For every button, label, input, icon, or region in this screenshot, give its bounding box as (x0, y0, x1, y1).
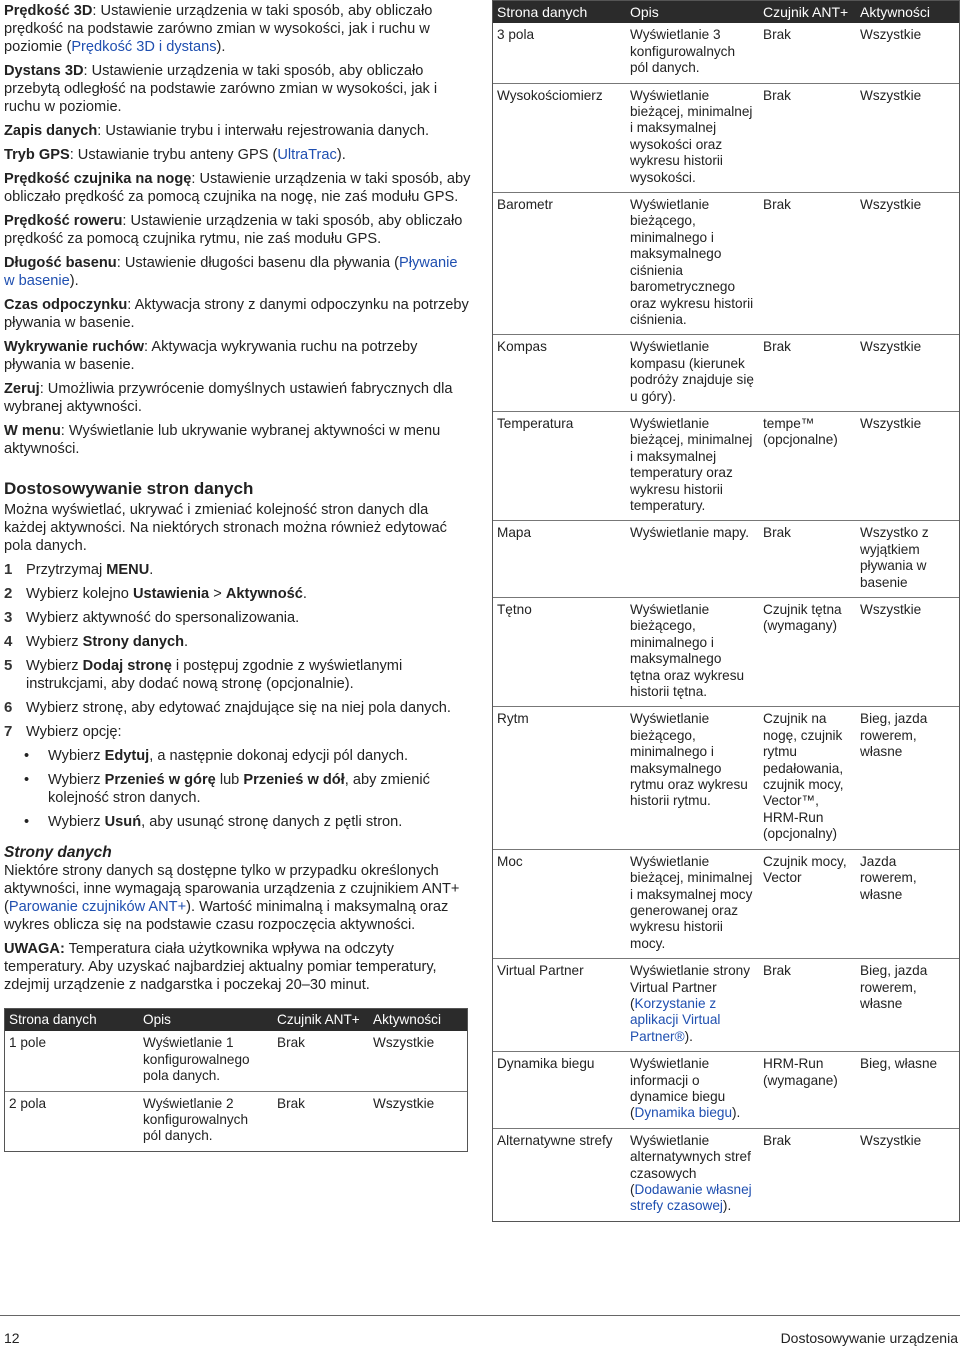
right-column (492, 0, 960, 1222)
options-list (4, 747, 472, 831)
cell-text: Wyświetlanie bieżącego, minimalnego i maksymalnego tętna oraz wykresu historii tętna. (630, 602, 745, 700)
subsection-title: Strony danych (4, 844, 112, 861)
option-item (4, 747, 472, 765)
setting-text: : Ustawienie długości basenu dla pływania ( (116, 255, 400, 271)
table-cell: Tętno (493, 598, 626, 707)
setting-text: : Aktywacja wykrywania ruchu na potrzeby pływania w basenie. (4, 339, 418, 373)
setting-text: : Ustawienie urządzenia w taki sposób, aby obliczało przebytą odległość na podstawie zarówno zmian w wysokości, jak i ruchu w poziomie. (4, 63, 438, 115)
setting-item (4, 380, 472, 416)
cell-text: Wyświetlanie mapy. (630, 525, 749, 541)
setting-text: : Aktywacja strony z danymi odpoczynku na potrzeby pływania w basenie. (4, 297, 469, 331)
table-row (493, 411, 959, 520)
step-number: 1 (4, 561, 13, 578)
step-number: 6 (4, 699, 13, 716)
table-cell: Dynamika biegu (493, 1052, 626, 1129)
option-text: , aby zmienić kolejność stron danych. (48, 772, 430, 806)
step-text: Wybierz opcję: (26, 724, 122, 740)
table-row (493, 849, 959, 958)
table-cell: Mapa (493, 521, 626, 598)
step-text: Wybierz (26, 634, 83, 650)
table-row (493, 83, 959, 192)
table-cell: Czujnik tętna (wymagany) (759, 598, 856, 707)
table-cell (626, 23, 759, 83)
page-number: 12 (4, 1330, 20, 1346)
option-text: lub (215, 772, 244, 788)
option-ui-label: Przenieś w dół (243, 772, 345, 788)
option-item (4, 813, 472, 831)
step-item (4, 633, 472, 651)
table-row (493, 335, 959, 412)
setting-item (4, 146, 472, 164)
step-text: Wybierz kolejno (26, 586, 133, 602)
pairing-link[interactable]: Parowanie czujników ANT+ (8, 899, 187, 915)
column-header: Aktywności (856, 1, 959, 23)
section-intro: Można wyświetlać, ukrywać i zmieniać kolejność stron danych dla każdej aktywności. Na niektórych stronach można również edytować pola danych. (4, 502, 447, 554)
table-cell (626, 193, 759, 335)
table-cell: Rytm (493, 707, 626, 849)
notice (4, 940, 472, 994)
table-cell: 3 pola (493, 23, 626, 83)
table-cell (626, 83, 759, 192)
step-ui-label: Ustawienia (132, 586, 210, 602)
cell-text: Wyświetlanie strony Virtual Partner ( (630, 963, 750, 1011)
data-pages-table-left (4, 1008, 468, 1152)
table-cell: Alternatywne strefy (497, 1132, 613, 1148)
setting-item (4, 296, 472, 332)
table-cell (626, 1052, 759, 1129)
setting-term: Prędkość 3D (4, 3, 93, 19)
step-item (4, 609, 472, 627)
table-cell: Wszystkie (856, 23, 959, 83)
step-text: > (209, 586, 226, 602)
table-cell: Czujnik na nogę, czujnik rytmu pedałowania, czujnik mocy, Vector™, HRM-Run (opcjonalny) (759, 707, 856, 849)
table-cell: Wszystkie (856, 193, 959, 335)
step-ui-label: Aktywność (225, 586, 303, 602)
table-cell: Barometr (493, 193, 626, 335)
table-cell: Wszystkie (856, 83, 959, 192)
table-row (493, 598, 959, 707)
table-cell: Wszystkie (856, 335, 959, 412)
option-ui-label: Usuń (104, 814, 142, 830)
setting-link[interactable]: UltraTrac (277, 147, 337, 163)
cell-text: Wyświetlanie bieżącej, minimalnej i maksymalnej temperatury oraz wykresu historii temperatury. (630, 415, 753, 513)
step-text: Wybierz aktywność do spersonalizowania. (26, 610, 300, 626)
table-cell: Brak (759, 959, 856, 1052)
setting-item (4, 212, 472, 248)
step-number: 4 (4, 633, 13, 650)
table-row (493, 193, 959, 335)
table-cell: 1 pole (5, 1031, 139, 1091)
setting-term: Długość basenu (4, 255, 117, 271)
cell-text: Wyświetlanie 3 konfigurowalnych pól danych. (630, 27, 736, 76)
setting-term: Dystans 3D (4, 63, 84, 79)
setting-text: : Ustawianie trybu i interwału rejestrowania danych. (97, 123, 430, 139)
setting-term: Prędkość roweru (4, 213, 123, 229)
table-cell (626, 707, 759, 849)
step-text: Przytrzymaj (26, 562, 107, 578)
table-row (493, 521, 959, 598)
setting-term: Zapis danych (4, 123, 98, 139)
step-text: . (149, 562, 154, 578)
setting-term: Zeruj (4, 381, 40, 397)
cell-text: Wyświetlanie bieżącego, minimalnego i maksymalnego rytmu oraz wykresu historii rytmu. (630, 711, 748, 809)
setting-term: Czas odpoczynku (4, 297, 128, 313)
step-number: 5 (4, 657, 13, 674)
table-cell: Brak (763, 1132, 791, 1148)
cell-link[interactable]: Korzystanie z aplikacji Virtual Partner® (630, 995, 721, 1044)
column-header: Opis (626, 1, 759, 23)
data-pages-table-right (492, 0, 960, 1222)
table-cell: Bieg, jazda rowerem, własne (856, 707, 959, 849)
column-header: Strona danych (5, 1009, 139, 1031)
column-header: Czujnik ANT+ (273, 1009, 369, 1031)
setting-item (4, 338, 472, 374)
step-number: 7 (4, 723, 13, 740)
table-cell: Bieg, jazda rowerem, własne (856, 959, 959, 1052)
setting-item (4, 62, 472, 116)
cell-link[interactable]: Dynamika biegu (634, 1105, 733, 1121)
setting-link[interactable]: Prędkość 3D i dystans (71, 39, 217, 55)
column-header: Czujnik ANT+ (759, 1, 856, 23)
step-number: 3 (4, 609, 13, 626)
step-item (4, 723, 472, 741)
setting-text-end: ). (69, 273, 79, 289)
table-row (493, 1128, 959, 1221)
option-text: Wybierz (48, 748, 105, 764)
table-cell: Czujnik mocy, Vector (759, 849, 856, 958)
option-text: , a następnie dokonaj edycji pól danych. (149, 748, 409, 764)
table-cell: Jazda rowerem, własne (856, 849, 959, 958)
left-column (4, 2, 472, 1152)
table-cell: Brak (759, 521, 856, 598)
table-row (5, 1091, 467, 1151)
table-cell: Wszystkie (856, 411, 959, 520)
step-item (4, 561, 472, 579)
setting-text: : Ustawienie urządzenia w taki sposób, aby obliczało prędkość za pomocą czujnika rytmu, nie zaś modułu GPS. (4, 213, 463, 247)
table-cell: Bieg, własne (856, 1052, 959, 1129)
table-row (493, 707, 959, 849)
option-text: , aby usunąć stronę danych z pętli stron. (141, 814, 403, 830)
table-cell: Brak (759, 83, 856, 192)
cell-text-end: ). (684, 1028, 693, 1044)
table-cell (626, 1128, 759, 1221)
setting-term: Wykrywanie ruchów (4, 339, 145, 355)
subsection-text-part: ). Wartość minimalną i maksymalną oraz wykres oblicza się na podstawie czasu rozpoczęcia aktywności. (4, 899, 449, 933)
table-cell: Wszystkie (369, 1031, 467, 1091)
table-cell: Wszystko z wyjątkiem pływania w basenie (856, 521, 959, 598)
step-ui-label: MENU (106, 562, 150, 578)
setting-text-end: ). (216, 39, 226, 55)
cell-text: Wyświetlanie bieżącego, minimalnego i maksymalnego ciśnienia barometrycznego oraz wykresu historii ciśnienia. (630, 197, 754, 327)
setting-item (4, 170, 472, 206)
column-header: Strona danych (493, 1, 626, 23)
cell-text: Wyświetlanie kompasu (kierunek podróży znajduje się u góry). (630, 339, 754, 404)
table-cell: Wyświetlanie 1 konfigurowalnego pola danych. (139, 1031, 273, 1091)
table-cell (626, 959, 759, 1052)
cell-text: Wyświetlanie bieżącej, minimalnej i maksymalnej wysokości oraz wykresu historii wysokości. (630, 87, 753, 185)
notice-text: Temperatura ciała użytkownika wpływa na odczyty temperatury. Aby uzyskać najbardziej aktualny pomiar temperatury, zdejmij urządzenie z nadgarstka i poczekaj 20–30 minut. (4, 941, 437, 993)
table-cell (626, 411, 759, 520)
cell-text-end: ). (722, 1198, 732, 1214)
table-cell (626, 598, 759, 707)
table-row (493, 23, 959, 83)
step-number: 2 (4, 585, 13, 602)
footer-divider (0, 1315, 960, 1316)
step-item (4, 657, 472, 693)
subsection-text (4, 862, 472, 934)
step-item (4, 585, 472, 603)
cell-text: Wyświetlanie bieżącej, minimalnej i maksymalnej mocy generowanej oraz wykresu historii mocy. (630, 853, 753, 951)
bullet-icon: • (24, 814, 30, 830)
step-text: Wybierz (26, 658, 83, 674)
setting-text-end: ). (336, 147, 346, 163)
setting-item (4, 2, 472, 56)
bullet-icon: • (24, 748, 30, 764)
setting-item (4, 122, 472, 140)
step-ui-label: Strony danych (82, 634, 185, 650)
notice-label: UWAGA: (4, 941, 65, 957)
setting-text: : Ustawianie trybu anteny GPS ( (69, 147, 278, 163)
table-cell: Wyświetlanie 2 konfigurowalnych pól danych. (143, 1095, 249, 1144)
step-ui-label: Dodaj stronę (82, 658, 172, 674)
table-cell: Brak (759, 193, 856, 335)
table-cell: Wszystkie (860, 1132, 922, 1148)
table-cell: Moc (493, 849, 626, 958)
settings-list (4, 2, 472, 458)
step-text: . (184, 634, 189, 650)
table-cell: Kompas (493, 335, 626, 412)
option-item (4, 771, 472, 807)
table-cell: Wysokościomierz (493, 83, 626, 192)
setting-text: : Ustawienie urządzenia w taki sposób, aby obliczało prędkość na podstawie zarówno zmian w wysokości, jak i ruchu w poziomie ( (4, 3, 433, 55)
option-text: Wybierz (48, 814, 105, 830)
table-row (493, 1052, 959, 1129)
cell-text: Wyświetlanie informacji o dynamice biegu ( (630, 1056, 726, 1121)
section-title: Dostosowywanie stron danych (4, 479, 254, 498)
column-header: Opis (139, 1009, 273, 1031)
table-cell: Temperatura (493, 411, 626, 520)
option-text: Wybierz (48, 772, 105, 788)
bullet-icon: • (24, 772, 30, 788)
table-cell (626, 335, 759, 412)
option-ui-label: Edytuj (104, 748, 150, 764)
setting-term: Tryb GPS (4, 147, 70, 163)
table-row (5, 1031, 467, 1091)
table-cell: tempe™ (opcjonalne) (759, 411, 856, 520)
step-item (4, 699, 472, 717)
step-text: Wybierz stronę, aby edytować znajdujące się na niej pola danych. (26, 700, 451, 716)
cell-text: Wyświetlanie alternatywnych stref czasowych ( (630, 1132, 751, 1197)
table-row (493, 959, 959, 1052)
option-ui-label: Przenieś w górę (104, 772, 216, 788)
subsection-text-part: Niektóre strony danych są dostępne tylko w przypadku określonych aktywności, inne wymagają sparowania urządzenia z czujnikiem ANT+ ( (4, 863, 460, 915)
table-cell: 2 pola (9, 1095, 47, 1111)
setting-link[interactable]: Pływanie w basenie (4, 255, 458, 289)
table-cell: Brak (273, 1031, 369, 1091)
step-text: . (302, 586, 307, 602)
steps-list (4, 561, 472, 741)
table-cell (626, 521, 759, 598)
table-cell (626, 849, 759, 958)
table-cell: Brak (277, 1095, 305, 1111)
setting-item (4, 422, 472, 458)
chapter-title: Dostosowywanie urządzenia (780, 1330, 958, 1346)
table-cell: Wszystkie (856, 598, 959, 707)
step-text: i postępuj zgodnie z wyświetlanymi instrukcjami, aby dodać nową stronę (opcjonalnie). (26, 658, 403, 692)
setting-term: Prędkość czujnika na nogę (4, 171, 192, 187)
table-cell: Brak (759, 23, 856, 83)
cell-text-end: ). (732, 1105, 741, 1121)
table-cell: HRM-Run (wymagane) (759, 1052, 856, 1129)
setting-text: : Ustawienie urządzenia w taki sposób, aby obliczało prędkość za pomocą czujnika na nogę, nie zaś modułu GPS. (4, 171, 471, 205)
table-cell: Brak (759, 335, 856, 412)
table-cell: Virtual Partner (493, 959, 626, 1052)
cell-link[interactable]: Dodawanie własnej strefy czasowej (630, 1182, 752, 1214)
column-header: Aktywności (369, 1009, 467, 1031)
setting-term: W menu (4, 423, 61, 439)
setting-text: : Wyświetlanie lub ukrywanie wybranej aktywności w menu aktywności. (4, 423, 441, 457)
setting-item (4, 254, 472, 290)
table-cell: Wszystkie (373, 1095, 435, 1111)
setting-text: : Umożliwia przywrócenie domyślnych ustawień fabrycznych dla wybranej aktywności. (4, 381, 453, 415)
